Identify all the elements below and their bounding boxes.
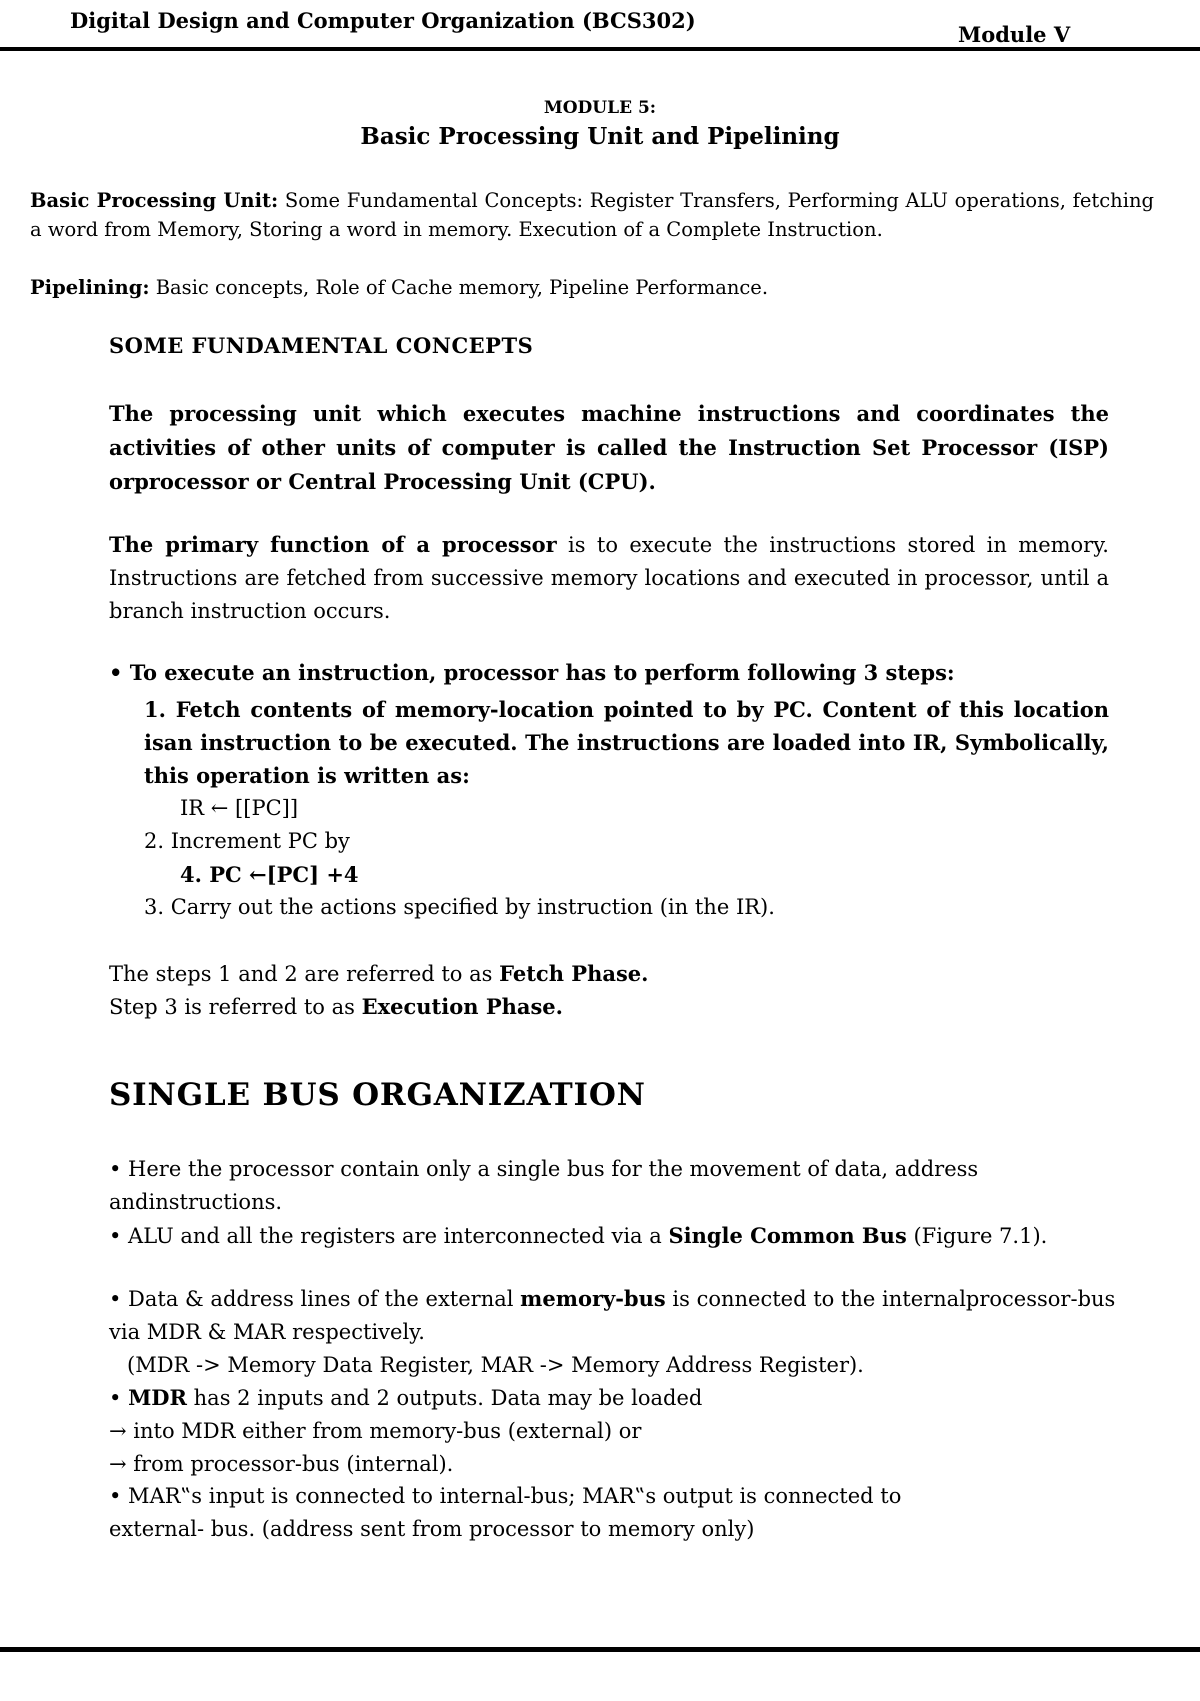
text-plain: has 2 inputs and 2 outputs. Data may be loaded — [186, 1386, 703, 1410]
syllabus-text: Some Fundamental Concepts: Register Transfers, Performing ALU operations, fetching a word from Memory, Storing a word in memory. Execution of a Complete Instruction. — [30, 189, 1154, 241]
step-1: 1. Fetch contents of memory-location pointed to by PC. Content of this location isan instruction to be executed. The instructions are loaded into IR, Symbolically, this operation is written as: — [144, 697, 1109, 788]
execution-phase-line — [109, 990, 563, 1024]
text-plain: The steps 1 and 2 are referred to as — [109, 962, 500, 986]
syllabus-pipelining — [30, 273, 1154, 302]
syllabus-label: Basic Processing Unit: — [30, 189, 279, 212]
text-bold: The processing unit which executes machine instructions and coordinates the activities of other units of computer is called the — [109, 401, 1109, 460]
syllabus-label: Pipelining: — [30, 276, 150, 299]
term-fetch-phase: Fetch Phase. — [499, 961, 649, 986]
step-2-formula: 4. PC ←[PC] +4 — [180, 862, 359, 887]
course-title: Digital Design and Computer Organization (BCS302) — [70, 8, 696, 33]
fetch-phase-line — [109, 957, 648, 991]
register-abbreviations: (MDR -> Memory Data Register, MAR -> Memory Address Register). — [127, 1353, 864, 1377]
mdr-input-external: → into MDR either from memory-bus (external) or — [109, 1419, 642, 1443]
footer-rule — [0, 1647, 1200, 1652]
term-isp: Instruction Set Processor (ISP) — [728, 435, 1109, 460]
term-memory-bus: memory-bus — [520, 1286, 666, 1311]
module-number: MODULE 5: — [543, 98, 657, 118]
text-plain: • Data & address lines of the external — [109, 1287, 521, 1311]
module-label: Module V — [958, 22, 1071, 47]
mar-line-2: external- bus. (address sent from processor to memory only) — [109, 1517, 755, 1541]
bullet-single-bus: • Here the processor contain only a single bus for the movement of data, address andinstructions. — [109, 1157, 979, 1214]
text-plain: is connected to the internalprocessor-bus via MDR & MAR respectively. — [109, 1287, 1116, 1344]
section-heading-fundamental-concepts: SOME FUNDAMENTAL CONCEPTS — [109, 333, 534, 358]
module-title: Basic Processing Unit and Pipelining — [360, 123, 840, 150]
mdr-input-internal: → from processor-bus (internal). — [109, 1452, 454, 1476]
term-execution-phase: Execution Phase. — [361, 994, 563, 1019]
text-plain: (Figure 7.1). — [906, 1224, 1048, 1248]
bullet-mark: • — [109, 1386, 129, 1410]
bullet-memory-bus — [109, 1282, 1149, 1382]
steps-intro: • To execute an instruction, processor has to perform following 3 steps: — [109, 660, 955, 685]
text-plain: Step 3 is referred to as — [109, 995, 362, 1019]
section-heading-single-bus: SINGLE BUS ORGANIZATION — [109, 1077, 646, 1113]
syllabus-basic-processing-unit — [30, 186, 1154, 244]
step-2: 2. Increment PC by — [144, 829, 350, 853]
step-3: 3. Carry out the actions specified by instruction (in the IR). — [144, 895, 775, 919]
step-1-formula: IR ← [[PC]] — [180, 796, 299, 820]
paragraph-primary-function — [109, 528, 1109, 628]
syllabus-text: Basic concepts, Role of Cache memory, Pipeline Performance. — [149, 276, 769, 299]
header-rule — [0, 47, 1200, 51]
text-plain: is to execute the instructions stored in memory. Instructions are fetched from successive memory locations and executed in processor, until a branch instruction occurs. — [109, 533, 1109, 623]
term-cpu: Central Processing Unit (CPU). — [288, 469, 656, 494]
term-mdr: MDR — [128, 1385, 187, 1410]
bullet-common-bus — [109, 1219, 1149, 1253]
bullet-mdr — [109, 1381, 1149, 1481]
paragraph-processing-unit — [109, 397, 1109, 499]
text-plain: orprocessor or — [109, 469, 289, 494]
text-plain: • ALU and all the registers are interconnected via a — [109, 1224, 669, 1248]
text-bold: The primary function of a processor — [109, 532, 557, 557]
bullet-mar — [109, 1480, 1149, 1546]
mar-line-1: • MAR‟s input is connected to internal-bus; MAR‟s output is connected to — [109, 1484, 902, 1508]
term-single-common-bus: Single Common Bus — [668, 1223, 907, 1248]
